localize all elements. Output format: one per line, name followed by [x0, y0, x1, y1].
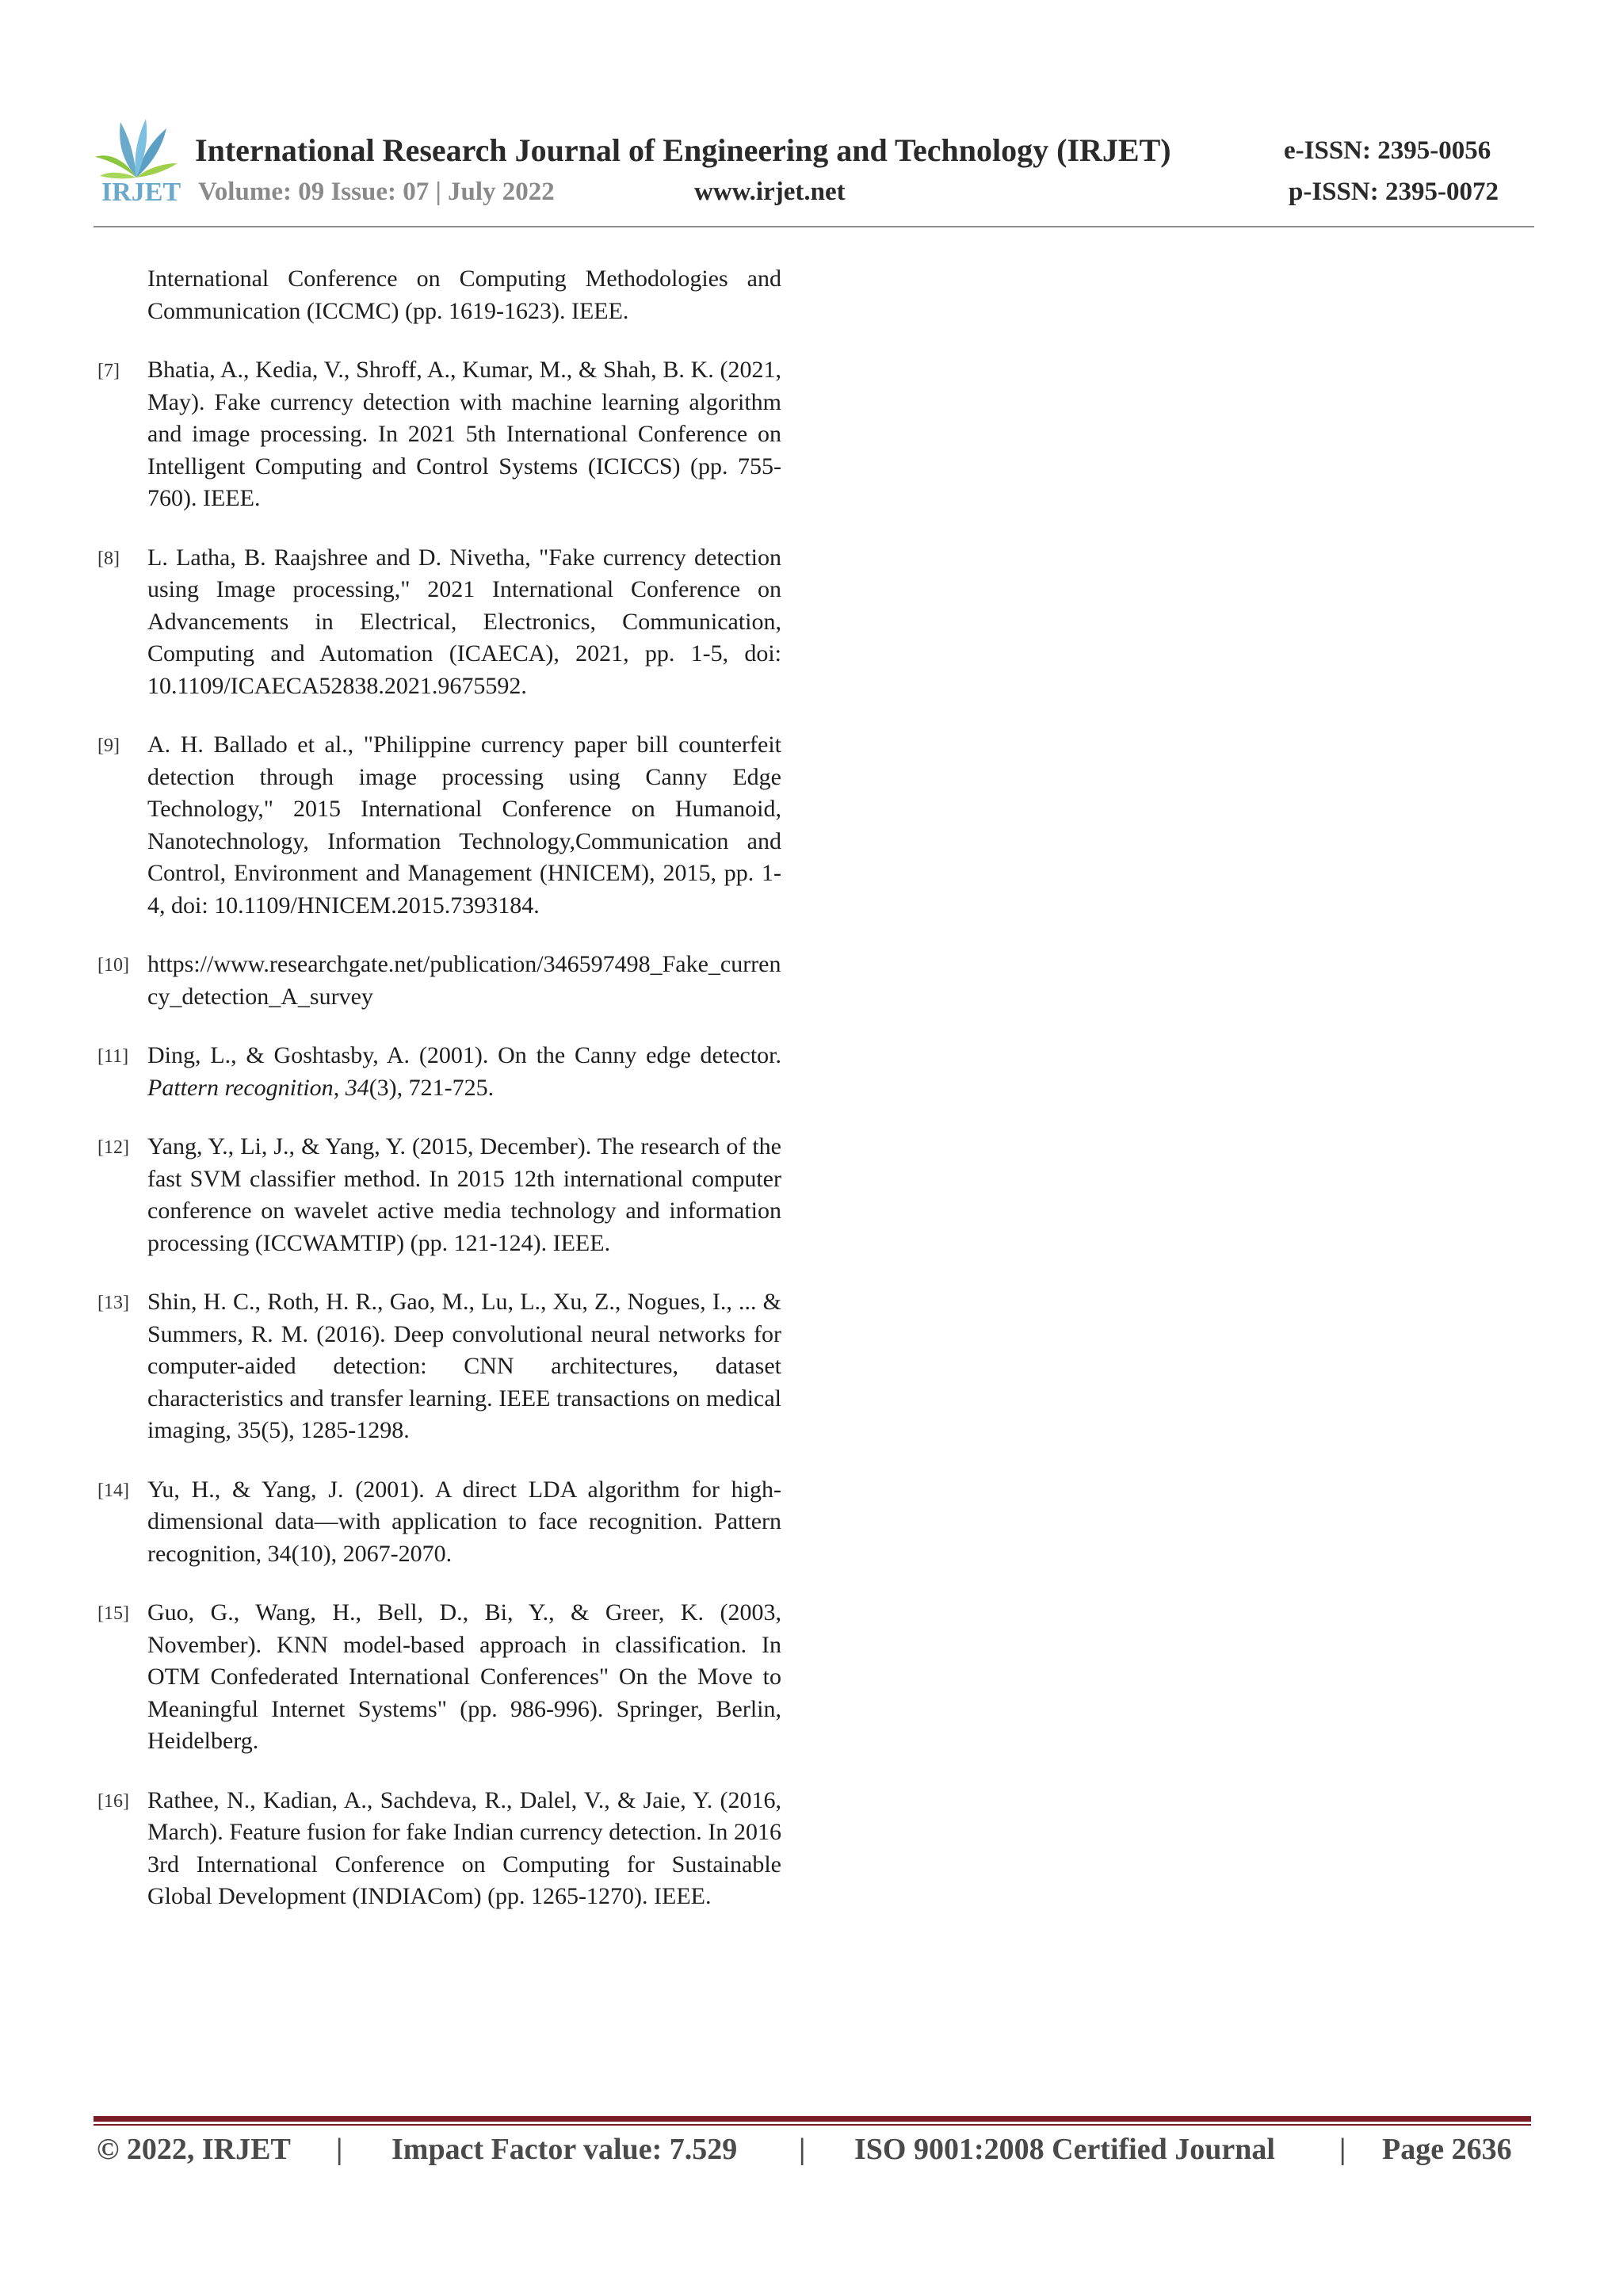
- website-link[interactable]: www.irjet.net: [694, 178, 846, 206]
- reference-volume: 34: [345, 1074, 369, 1101]
- eissn: e-ISSN: 2395-0056: [1284, 136, 1491, 165]
- reference-item: [95, 1785, 792, 1913]
- leaf-logo-icon: [94, 116, 179, 179]
- footer-separator: |: [799, 2133, 806, 2166]
- reference-text: Shin, H. C., Roth, H. R., Gao, M., Lu, L., Xu, Z., Nogues, I., ... & Summers, R. M. (2016). Deep convolutional neural networks for computer-aided detection: CNN architectures, dataset characteristics and transfer learning. IEEE transactions on medical imaging, 35(5), 1285-1298.: [147, 1289, 781, 1443]
- reference-text: International Conference on Computing Methodologies and Communication (ICCMC) (pp. 1619-1623). IEEE.: [147, 266, 781, 324]
- footer-iso-cert: ISO 9001:2008 Certified Journal: [854, 2133, 1275, 2166]
- journal-title: International Research Journal of Engineering and Technology (IRJET): [195, 132, 1171, 168]
- reference-number: [9]: [97, 735, 120, 756]
- pissn: p-ISSN: 2395-0072: [1289, 178, 1499, 206]
- reference-url[interactable]: https://www.researchgate.net/publication/346597498_Fake_currency_detection_A_survey: [147, 951, 781, 1010]
- reference-text: [147, 1040, 781, 1104]
- reference-text: Guo, G., Wang, H., Bell, D., Bi, Y., & Greer, K. (2003, November). KNN model-based approach in classification. In OTM Confederated International Conferences" On the Move to Meaningful Internet Systems" (pp. 986-996). Springer, Berlin, Heidelberg.: [147, 1599, 781, 1754]
- reference-text: Rathee, N., Kadian, A., Sachdeva, R., Dalel, V., & Jaie, Y. (2016, March). Feature fusion for fake Indian currency detection. In 2016 3rd International Conference on Computing for Sustainable Global Development (INDIACom) (pp. 1265-1270). IEEE.: [147, 1786, 781, 1909]
- reference-item: [95, 1286, 792, 1447]
- reference-number: [7]: [97, 361, 120, 381]
- reference-number: [8]: [97, 548, 120, 569]
- footer-divider-thin: [94, 2124, 1531, 2126]
- reference-item: [95, 1131, 792, 1259]
- footer-separator: |: [336, 2133, 343, 2166]
- page-footer: [97, 2132, 1515, 2172]
- reference-number: [10]: [97, 955, 129, 976]
- reference-number: [13]: [97, 1293, 129, 1313]
- reference-number: [12]: [97, 1137, 129, 1158]
- reference-number: [14]: [97, 1480, 129, 1501]
- reference-journal: Pattern recognition: [147, 1074, 334, 1101]
- header-divider: [94, 226, 1534, 227]
- reference-number: [15]: [97, 1603, 129, 1624]
- reference-item: [95, 949, 792, 1013]
- reference-text: Bhatia, A., Kedia, V., Shroff, A., Kumar, M., & Shah, B. K. (2021, May). Fake currency detection with machine learning algorithm and image processing. In 2021 5th International Conference on Intelligent Computing and Control Systems (ICICCS) (pp. 755-760). IEEE.: [147, 357, 781, 511]
- references-list: [95, 263, 792, 1940]
- reference-item: [95, 354, 792, 515]
- reference-separator: ,: [333, 1074, 346, 1101]
- reference-text: Yang, Y., Li, J., & Yang, Y. (2015, December). The research of the fast SVM classifier method. In 2015 12th international computer conference on wavelet active media technology and information processing (ICCWAMTIP) (pp. 121-124). IEEE.: [147, 1133, 781, 1256]
- footer-separator: |: [1339, 2133, 1346, 2166]
- reference-text: L. Latha, B. Raajshree and D. Nivetha, "Fake currency detection using Image processing," 2021 International Conference on Advancements in Electrical, Electronics, Communication, Computing and Automation (ICAECA), 2021, pp. 1-5, doi: 10.1109/ICAECA52838.2021.9675592.: [147, 544, 781, 699]
- reference-item: [95, 729, 792, 922]
- reference-number: [11]: [97, 1046, 129, 1067]
- reference-text: A. H. Ballado et al., "Philippine currency paper bill counterfeit detection through image processing using Canny Edge Technology," 2015 International Conference on Humanoid, Nanotechnology, Information Technology,Communication and Control, Environment and Management (HNICEM), 2015, pp. 1-4, doi: 10.1109/HNICEM.2015.7393184.: [147, 732, 781, 919]
- footer-copyright: © 2022, IRJET: [97, 2133, 291, 2166]
- reference-number: [16]: [97, 1790, 129, 1812]
- irjet-logo: [94, 116, 179, 216]
- reference-text-part: Ding, L., & Goshtasby, A. (2001). On the Canny edge detector.: [147, 1042, 781, 1068]
- footer-impact-factor: Impact Factor value: 7.529: [391, 2133, 738, 2166]
- reference-text-part: (3), 721-725.: [369, 1074, 495, 1101]
- reference-item: [95, 1040, 792, 1104]
- logo-text: IRJET: [101, 178, 181, 207]
- volume-issue: Volume: 09 Issue: 07 | July 2022: [198, 178, 555, 206]
- reference-item: [95, 542, 792, 703]
- reference-continuation: [95, 263, 792, 327]
- reference-item: [95, 1597, 792, 1758]
- footer-divider-thick: [94, 2116, 1531, 2122]
- reference-item: [95, 1474, 792, 1571]
- footer-page-number: Page 2636: [1382, 2133, 1512, 2166]
- reference-text: Yu, H., & Yang, J. (2001). A direct LDA algorithm for high-dimensional data—with application to face recognition. Pattern recognition, 34(10), 2067-2070.: [147, 1476, 781, 1567]
